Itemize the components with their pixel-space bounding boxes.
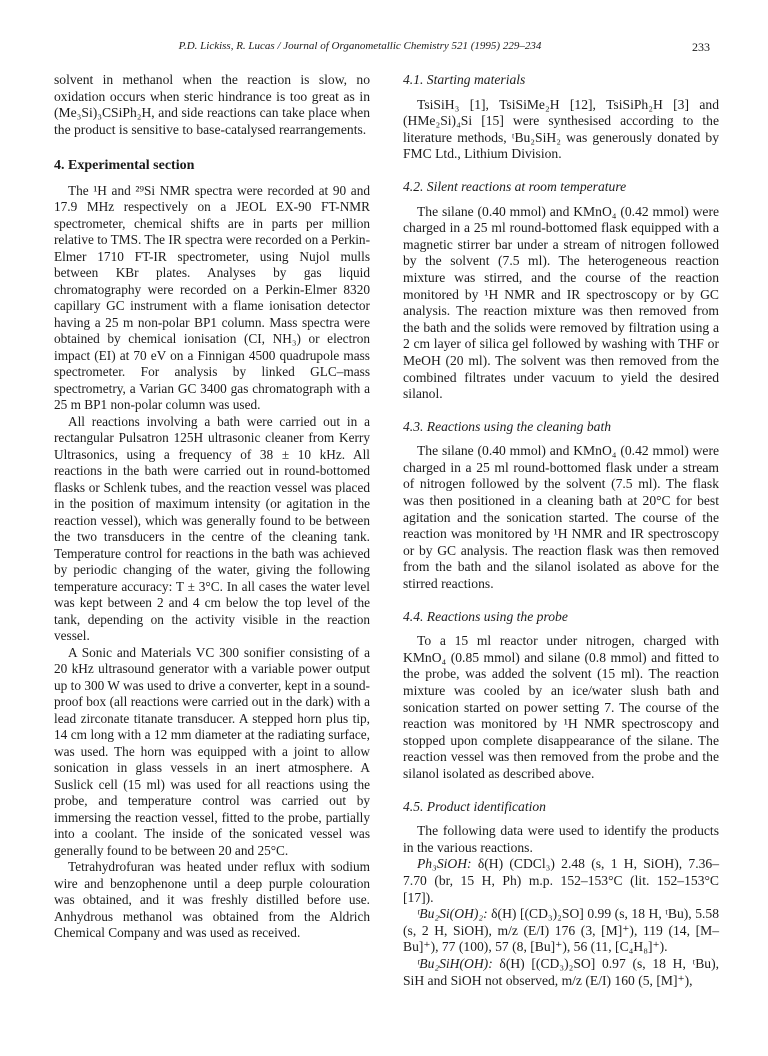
- paragraph-probe: To a 15 ml reactor under nitrogen, charged with KMnO₄ (0.85 mmol) and silane (0.8 mmol) and fitted to the probe, was added the solvent (15 ml). The reaction mixture was cooled by an ice/water slush bath and sonication started on power setting 7. The course of the reaction was monitored by ¹H NMR spectroscopy and stopped upon complete disappearance of the silane. The reaction vessel was then removed from the probe and the silanol isolated as described above.: [403, 633, 719, 781]
- running-title: P.D. Lickiss, R. Lucas / Journal of Organometallic Chemistry 521 (1995) 229–234: [178, 40, 542, 52]
- paragraph-product-identification: The following data were used to identify the products in the various reactions.: [403, 823, 719, 855]
- compound-data: δ(H) (CDCl₃) 2.48 (s, 1 H, SiOH), 7.36–7.70 (br, 15 H, Ph) m.p. 152–153°C (lit. 152–153°C [17]).: [403, 856, 719, 905]
- paragraph-silent-reactions: The silane (0.40 mmol) and KMnO₄ (0.42 mmol) were charged in a 25 ml round-bottomed flask equipped with a magnetic stirrer bar under a stream of nitrogen followed by the solvent (7.5 ml). The heterogeneous reaction mixture was stirred, and the course of the reaction monitored by ¹H NMR and IR spectroscopy or by GC analysis. The reaction mixture was then removed from the bath and the solids were removed by filtration using a 2 cm layer of silica gel followed by washing with THF or MeOH (20 ml). The solvent was then removed from the combined filtrates under vacuum to yield the desired silanol.: [403, 203, 719, 402]
- subsection-heading-4-5: 4.5. Product identification: [403, 798, 546, 814]
- compound-name: ᵗBu₂SiH(OH):: [417, 955, 493, 971]
- paragraph-bath: All reactions involving a bath were carried out in a rectangular Pulsatron 125H ultrasonic cleaner from Kerry Ultrasonics, using a frequency of 38 ± 10 kHz. All reactions in the bath were carried out in round-bottomed flasks or Schlenk tubes, and the reaction vessel was placed in the position of maximum intensity (or agitation in the reaction vessel), which was generally found to be between the two transducers in the centre of the cleaning tank. Temperature control for reactions in the bath was achieved by periodic changing of the water, giving the following temperature accuracy: T ± 3°C. In all cases the water level was kept between 2 and 4 cm below the top level of the tank, depending on the activity visible in the reaction vessel.: [54, 413, 370, 644]
- paragraph-solvents: Tetrahydrofuran was heated under reflux with sodium wire and benzophenone until a deep purple colouration was obtained, and it was freshly distilled before use. Anhydrous methanol was obtained from the Aldrich Chemical Company and was used as received.: [54, 859, 370, 941]
- data-entry-tbu2sihoh: [403, 956, 719, 989]
- paragraph-spectroscopy: The ¹H and ²⁹Si NMR spectra were recorded at 90 and 17.9 MHz respectively on a JEOL EX-90 FT-NMR spectrometer, chemical shifts are in parts per million relative to TMS. The IR spectra were recorded on a Perkin-Elmer 1710 FT-IR spectrometer, using Nujol mulls between KBr plates. Analyses by gas liquid chromatography were recorded on a Perkin-Elmer 8320 capillary GC instrument with a flame ionisation detector having a 25 m non-polar BP1 column. Mass spectra were obtained by chemical ionisation (CI, NH₃) or electron impact (EI) at 70 eV on a Finnigan 4500 quadrupole mass spectrometer. For analysis by linked GLC–mass spectrometry, a Varian GC 3400 gas chromatograph with a 25 m BP1 non-polar column was used.: [54, 182, 370, 413]
- right-column: [403, 72, 719, 989]
- data-entry-tbu2sioh2: [403, 906, 719, 956]
- page-number: 233: [692, 40, 710, 54]
- section-heading: 4. Experimental section: [54, 158, 195, 174]
- running-head: [70, 40, 710, 60]
- subsection-heading-4-1: 4.1. Starting materials: [403, 72, 526, 87]
- compound-data: δ(H) [(CD₃)₂SO] 0.97 (s, 18 H, ᵗBu), SiH and SiOH not observed, m/z (E/I) 160 (5, [M]⁺),: [403, 955, 719, 988]
- paragraph-sonifier: A Sonic and Materials VC 300 sonifier consisting of a 20 kHz ultrasound generator with a variable power output up to 300 W was used to drive a converter, kept in a sound-proof box (all reactions were carried out in the dark) with a lead zirconate titanate transducer. A stepped horn plus tip, 14 cm long with a 12 mm diameter at the radiating surface, was used. The horn was equipped with a joint to allow sonication in glass vessels in an inert atmosphere. A Suslick cell (15 ml) was used for all reactions using the probe, and temperature control was carried out by immersing the reaction vessel, fitted to the probe, partially into a coolant. The inside of the sonicated vessel was generally found to be between 20 and 25°C.: [54, 644, 370, 858]
- intro-paragraph: solvent in methanol when the reaction is slow, no oxidation occurs when steric hindrance is too great as in (Me₃Si)₃CSiPh₂H, and side reactions can take place when the product is sensitive to base-catalysed rearrangements.: [54, 72, 370, 137]
- subsection-heading-4-3: 4.3. Reactions using the cleaning bath: [403, 418, 612, 434]
- subsection-heading-4-2: 4.2. Silent reactions at room temperature: [403, 178, 627, 194]
- paragraph-starting-materials: TsiSiH₃ [1], TsiSiMe₂H [12], TsiSiPh₂H [3] and (HMe₂Si)₄Si [15] were synthesised according to the literature methods, ᵗBu₂SiH₂ was generously donated by FMC Ltd., Lithium Division.: [403, 96, 719, 162]
- subsection-heading-4-4: 4.4. Reactions using the probe: [403, 608, 568, 624]
- data-entry-ph3sioh: [403, 856, 719, 906]
- compound-name: ᵗBu₂Si(OH)₂:: [417, 906, 488, 922]
- compound-data: δ(H) [(CD₃)₂SO] 0.99 (s, 18 H, ᵗBu), 5.58 (s, 2 H, SiOH), m/z (E/I) 176 (3, [M]⁺), 119 (14, [M–Bu]⁺), 77 (100), 57 (8, [Bu]⁺), 56 (11, [C₄H₈]⁺).: [403, 906, 719, 955]
- paragraph-cleaning-bath: The silane (0.40 mmol) and KMnO₄ (0.42 mmol) were charged in a 25 ml round-bottomed flask under a stream of nitrogen followed by the solvent (7.5 ml). The flask was then positioned in a cleaning bath at 20°C for best agitation and the sonication started. The course of the reaction was monitored by ¹H NMR and IR spectroscopy or by GC analysis. The reaction flask was then removed from the bath and the silanol isolated as above for the stirred reactions.: [403, 443, 719, 592]
- left-column: [54, 72, 370, 942]
- compound-name: Ph₃SiOH:: [417, 856, 472, 872]
